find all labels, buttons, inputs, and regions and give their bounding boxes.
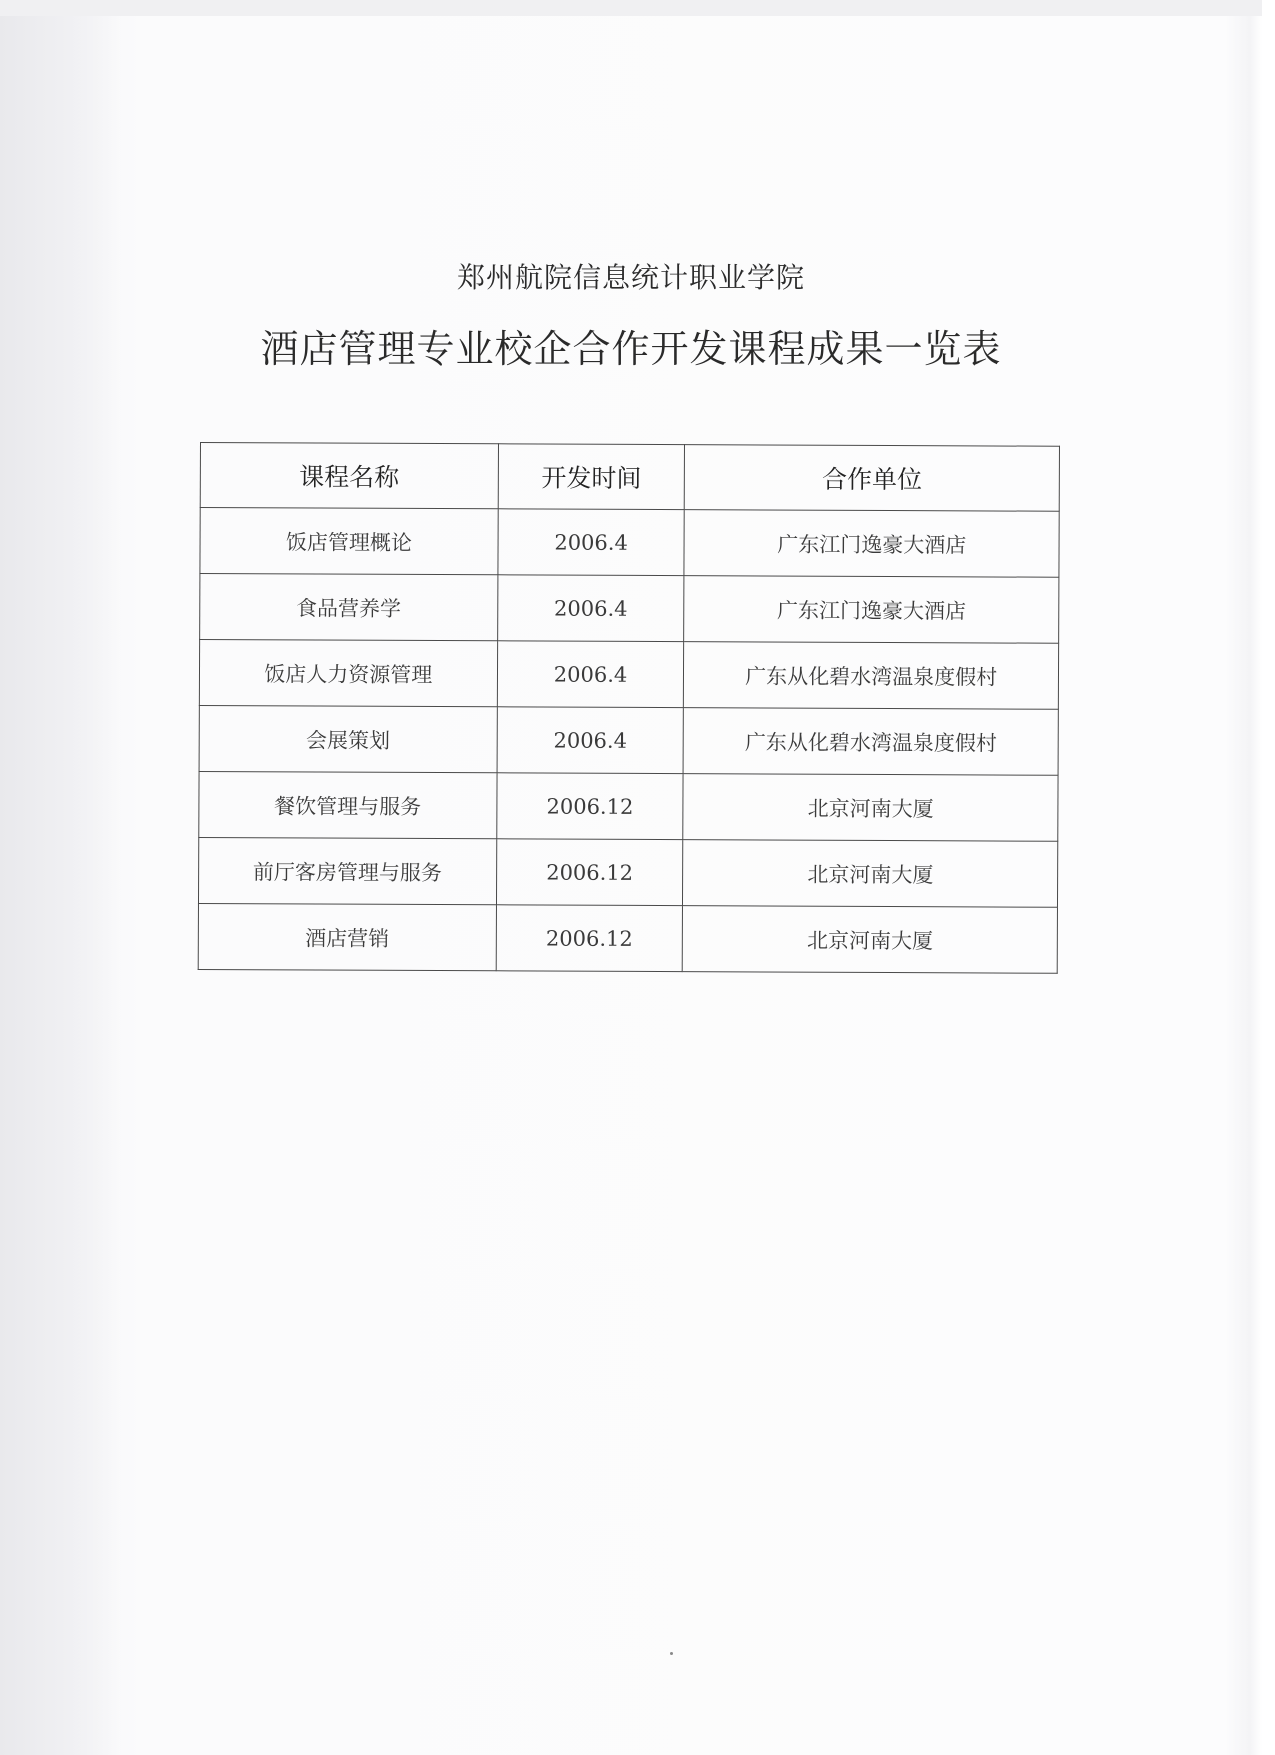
scan-speck bbox=[670, 1652, 673, 1655]
development-time-cell: 2006.4 bbox=[497, 707, 684, 774]
institution-name: 郑州航院信息统计职业学院 bbox=[456, 261, 805, 294]
course-name-cell: 会展策划 bbox=[199, 705, 497, 772]
table-header-row bbox=[200, 443, 1059, 512]
development-time-cell: 2006.12 bbox=[496, 773, 683, 840]
course-name-cell: 前厅客房管理与服务 bbox=[198, 837, 496, 904]
course-name-cell: 酒店营销 bbox=[198, 903, 496, 970]
partner-unit-cell: 北京河南大厦 bbox=[683, 906, 1058, 974]
table-row bbox=[200, 508, 1059, 578]
course-name-cell: 饭店人力资源管理 bbox=[199, 640, 497, 707]
table-row bbox=[198, 837, 1057, 907]
scan-top-edge bbox=[0, 0, 1262, 16]
course-name-cell: 食品营养学 bbox=[200, 574, 498, 641]
partner-unit-cell: 广东从化碧水湾温泉度假村 bbox=[684, 642, 1059, 710]
development-time-cell: 2006.4 bbox=[497, 575, 684, 642]
course-name-cell: 餐饮管理与服务 bbox=[199, 771, 497, 838]
table-row bbox=[199, 705, 1058, 775]
table-row bbox=[198, 903, 1057, 973]
table-row bbox=[199, 640, 1058, 710]
header-course-name: 课程名称 bbox=[200, 443, 498, 509]
development-time-cell: 2006.4 bbox=[497, 641, 684, 708]
development-time-cell: 2006.12 bbox=[496, 839, 683, 906]
header-partner-unit: 合作单位 bbox=[685, 445, 1060, 512]
header-development-time: 开发时间 bbox=[498, 444, 685, 510]
scan-right-edge bbox=[1262, 0, 1275, 1755]
partner-unit-cell: 广东江门逸豪大酒店 bbox=[684, 510, 1059, 578]
partner-unit-cell: 广东江门逸豪大酒店 bbox=[684, 576, 1059, 644]
development-time-cell: 2006.4 bbox=[498, 509, 685, 576]
document-title: 酒店管理专业校企合作开发课程成果一览表 bbox=[260, 327, 1002, 371]
development-time-cell: 2006.12 bbox=[496, 905, 683, 972]
partner-unit-cell: 北京河南大厦 bbox=[683, 774, 1058, 842]
table-row bbox=[199, 771, 1058, 841]
partner-unit-cell: 广东从化碧水湾温泉度假村 bbox=[684, 708, 1059, 776]
partner-unit-cell: 北京河南大厦 bbox=[683, 840, 1058, 908]
course-results-table bbox=[198, 442, 1060, 974]
table-row bbox=[200, 574, 1059, 644]
course-name-cell: 饭店管理概论 bbox=[200, 508, 498, 575]
